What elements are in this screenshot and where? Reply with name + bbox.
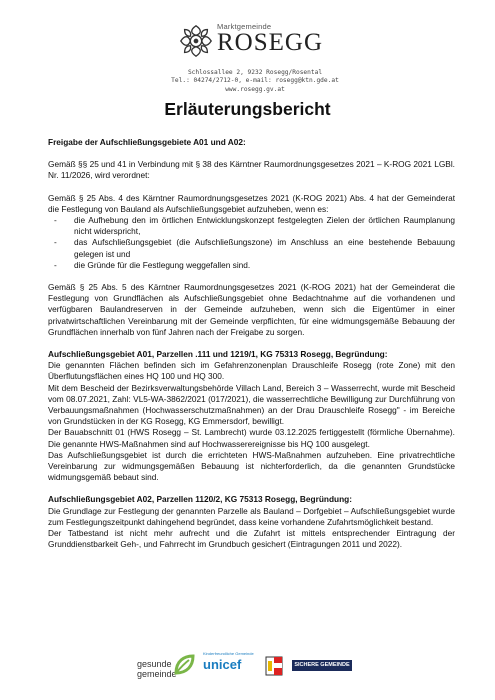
leaf-icon: [172, 653, 196, 677]
list-item: - das Aufschließungsgebiet (die Aufschließungszone) im Anschluss an eine bestehende Bebauung gelegen ist und: [48, 237, 455, 259]
gg-line-2: gemeinde: [137, 669, 177, 679]
unicef-wordmark: unicef: [203, 656, 242, 672]
contact-line: Tel.: 04274/2712-0, e-mail: rosegg@ktn.gde.at: [171, 77, 339, 85]
unicef-logo: [203, 652, 258, 680]
paragraph-a02-basis: Die Grundlage zur Festlegung der genannten Parzelle als Bauland – Dorfgebiet – Aufschließungsgebiet wurde zum Festlegungszeitpunkt dahingehend begründet, dass keine vorhandene Zufahrtsmöglichkeit bestand.: [48, 505, 455, 527]
brand-small-label: Marktgemeinde: [217, 22, 272, 31]
paragraph-abs5: Gemäß § 25 Abs. 5 des Kärntner Raumordnungsgesetzes 2021 (K-ROG 2021) hat der Gemeinderat die Festlegung von Grundflächen als Aufschließungsgebiet ohne Bedachtnahme auf die vorhandenen und verfügbaren Baulandreserven in der Gemeinde aufzuheben, wenn sich die Eigentümer in einer privatwirtschaftlichen Vereinbarung mit der Gemeinde verpflichten, für eine widmungsgemäße Bebauung der Grundflächen innerhalb von fünf Jahren nach der Freigabe zu sorgen.: [48, 282, 455, 337]
list-item: - die Aufhebung den im örtlichen Entwicklungskonzept festgelegten Zielen der örtlichen Raumplanung nicht widerspricht,: [48, 215, 455, 237]
list-item: - die Gründe für die Festlegung weggefallen sind.: [48, 260, 455, 271]
paragraph-a02-conclusion: Der Tatbestand ist nicht mehr aufrecht und die Zufahrt ist mittels entsprechender Eintragung der Grunddienstbarkeit Geh-, und Fahrrecht im Grundbuch gesichert (Eintragungen 2011 und 2022).: [48, 528, 455, 550]
paragraph-a01-zone: Die genannten Flächen befinden sich im Gefahrenzonenplan Drauschleife Rosegg (rote Zone) mit den Überflutungsflächen eines HQ 100 und HQ 300.: [48, 360, 455, 382]
paragraph-a01-permit: Mit dem Bescheid der Bezirksverwaltungsbehörde Villach Land, Bereich 3 – Wasserrecht, wurde mit Bescheid vom 08.07.2021, Zahl: VL5-WA-3862/2021 (017/2021), die wasserrechtliche Bewilligung zur Durchführung von Verbauungsmaßnahmen (Hochwasserschutzmaßnahmen) an der Drau Drauschleife Rosegg" - im Bereiche von Grundstücken in der KG Rosegg, KG Emmersdorf, bewilligt.: [48, 382, 455, 427]
conditions-list: [48, 215, 455, 271]
paragraph-legal-basis: Gemäß §§ 25 und 41 in Verbindung mit § 38 des Kärntner Raumordnungsgesetzes 2021 – K-ROG 2021 LGBl. Nr. 11/2026, wird verordnet:: [48, 159, 455, 181]
paragraph-a01-conclusion: Das Aufschließungsgebiet ist durch die errichteten HWS-Maßnahmen aufzuheben. Eine privatrechtliche Vereinbarung zur widmungsgemäßen Bebauung ist nichterforderlich, da die genannten Grundstücke widmungsgemäß bebaut sind.: [48, 449, 455, 483]
carinthia-crest-icon: [264, 655, 284, 679]
paragraph-abs4: Gemäß § 25 Abs. 4 des Kärntner Raumordnungsgesetzes 2021 (K-ROG 2021) Abs. 4 hat der Gemeinderat die Festlegung von Bauland als Aufschließungsgebiet aufzuheben, wenn es:: [48, 192, 455, 214]
website-line[interactable]: www.rosegg.gv.at: [225, 85, 285, 93]
municipality-logo: [177, 20, 327, 66]
paragraph-a01-construction: Der Bauabschnitt 01 (HWS Rosegg – St. Lambrecht) wurde 03.12.2025 fertiggestellt (förmliche Übernahme). Die genannte HWS-Maßnahmen sind auf Hochwasserereignisse bis HQ 100 ausgelegt.: [48, 427, 455, 449]
section-heading-a02: Aufschließungsgebiet A02, Parzellen 1120/2, KG 75313 Rosegg, Begründung:: [48, 494, 352, 505]
address-block: [155, 69, 355, 94]
gg-line-1: gesunde: [137, 659, 172, 669]
address-line: Schlossallee 2, 9232 Rosegg/Rosental: [187, 69, 323, 76]
gesunde-gemeinde-logo: [137, 659, 177, 679]
section-heading-release: Freigabe der Aufschließungsgebiete A01 und A02:: [48, 137, 246, 147]
page-title: Erläuterungsbericht: [164, 99, 331, 119]
unicef-small-label: Kinderfreundliche Gemeinde: [203, 651, 254, 656]
rose-emblem-icon: [177, 22, 215, 60]
brand-name: ROSEGG: [217, 29, 324, 56]
section-heading-a01: Aufschließungsgebiet A01, Parzellen .111 und 1219/1, KG 75313 Rosegg, Begründung:: [48, 349, 388, 360]
document-body: [48, 137, 455, 551]
sichere-gemeinde-badge: SICHERE GEMEINDE: [292, 660, 352, 671]
